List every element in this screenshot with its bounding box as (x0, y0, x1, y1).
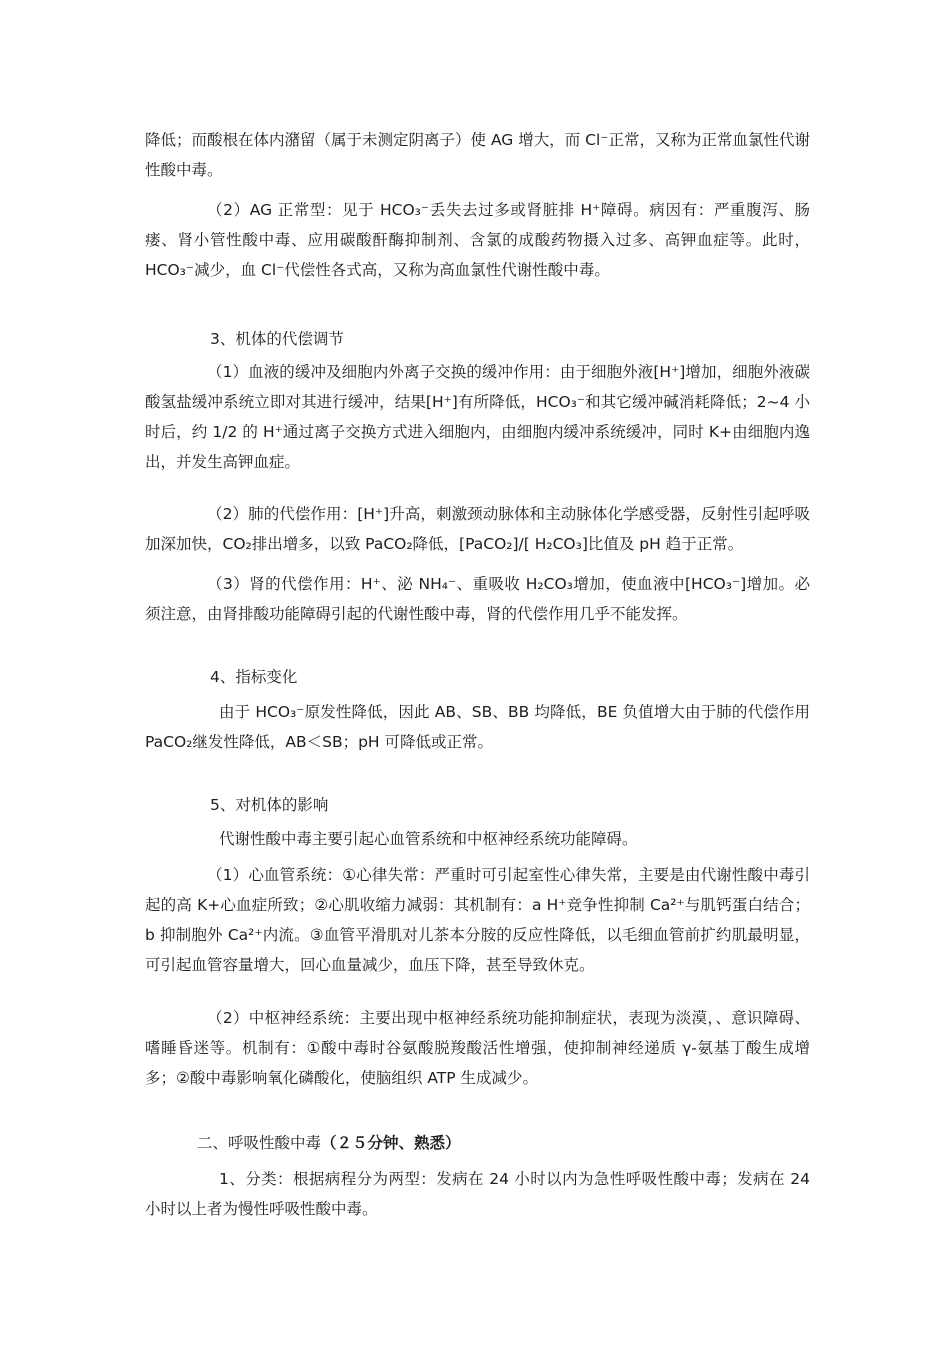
section-heading (197, 1128, 810, 1158)
paragraph-classification: 1、分类：根据病程分为两型：发病在 24 小时以内为急性呼吸性酸中毒；发病在 24 小时以上者为慢性呼吸性酸中毒。 (145, 1170, 810, 1218)
paragraph-ag-normal: （2）AG 正常型：见于 HCO₃⁻丢失去过多或肾脏排 H⁺障碍。病因有：严重腹泻、肠瘘、肾小管性酸中毒、应用碳酸酐酶抑制剂、含氯的成酸药物摄入过多、高钾血症等。此时，HCO₃⁻减少，血 Cl⁻代偿性各式高，又称为高血氯性代谢性酸中毒。 (145, 201, 810, 279)
paragraph-blood-buffer: （1）血液的缓冲及细胞内外离子交换的缓冲作用：由于细胞外液[H⁺]增加，细胞外液碳酸氢盐缓冲系统立即对其进行缓冲，结果[H⁺]有所降低，HCO₃⁻和其它缓冲碱消耗降低；2~4 小时后，约 1/2 的 H⁺通过离子交换方式进入细胞内，由细胞内缓冲系统缓冲，同时 K+由细胞内逸出，并发生高钾血症。 (145, 363, 810, 471)
section-heading-prefix: 二、呼吸性酸中毒 (197, 1134, 322, 1152)
paragraph-kidney-compensation: （3）肾的代偿作用：H⁺、泌 NH₄⁻、重吸收 H₂CO₃增加，使血液中[HCO₃⁻]增加。必须注意，由肾排酸功能障碍引起的代谢性酸中毒，肾的代偿作用几乎不能发挥。 (145, 575, 810, 623)
paragraph-ag-increase-end: 降低；而酸根在体内潴留（属于未测定阴离子）使 AG 增大，而 Cl⁻正常，又称为正常血氯性代谢性酸中毒。 (145, 131, 810, 179)
paragraph-cardiovascular: （1）心血管系统：①心律失常：严重时可引起室性心律失常，主要是由代谢性酸中毒引起的高 K+心血症所致；②心肌收缩力减弱：其机制有：a H⁺竞争性抑制 Ca²⁺与肌钙蛋白结合；b 抑制胞外 Ca²⁺内流。③血管平滑肌对儿茶本分胺的反应性降低，以毛细血管前扩约肌最明显，可引起血管容量增大，回心血量减少，血压下降，甚至导致休克。 (145, 866, 810, 974)
heading-compensation: 3、机体的代偿调节 (210, 330, 344, 348)
paragraph-cns: （2）中枢神经系统：主要出现中枢神经系统功能抑制症状，表现为淡漠，、意识障碍、嗜睡昏迷等。机制有：①酸中毒时谷氨酸脱羧酸活性增强，使抑制神经递质 γ-氨基丁酸生成增多；②酸中毒影响氧化磷酸化，使脑组织 ATP 生成减少。 (145, 1009, 810, 1087)
paragraph-indicator-changes: 由于 HCO₃⁻原发性降低，因此 AB、SB、BB 均降低，BE 负值增大由于肺的代偿作用 PaCO₂继发性降低，AB＜SB；pH 可降低或正常。 (145, 703, 810, 751)
section-heading-suffix: （２５分钟、熟悉） (321, 1134, 461, 1152)
heading-effects: 5、对机体的影响 (210, 796, 329, 814)
paragraph-effects-intro: 代谢性酸中毒主要引起心血管系统和中枢神经系统功能障碍。 (219, 830, 638, 848)
heading-indicator-changes: 4、指标变化 (210, 668, 298, 686)
paragraph-lung-compensation: （2）肺的代偿作用：[H⁺]升高，刺激颈动脉体和主动脉体化学感受器，反射性引起呼吸加深加快，CO₂排出增多，以致 PaCO₂降低，[PaCO₂]/[ H₂CO₃]比值及 pH 趋于正常。 (145, 505, 810, 553)
